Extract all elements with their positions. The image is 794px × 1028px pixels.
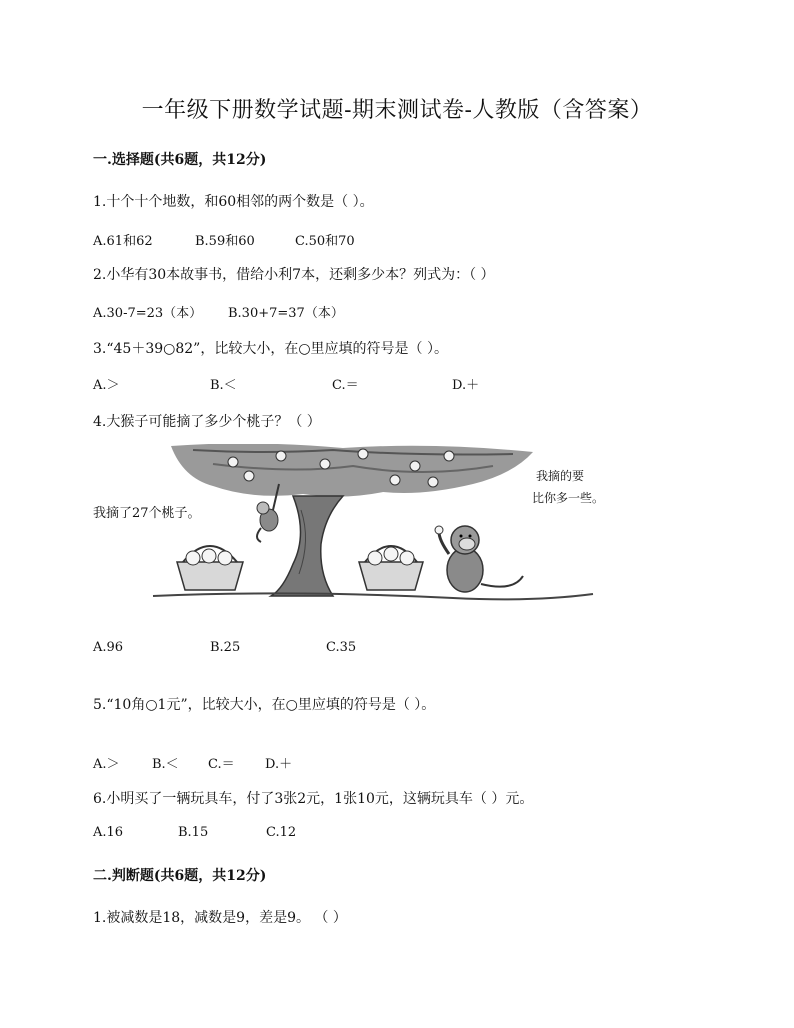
question-5: 5.“10角○1元”，比较大小，在○里应填的符号是（ ）。 (93, 697, 436, 713)
question-4: 4.大猴子可能摘了多少个桃子？（ ） (93, 414, 321, 430)
q1-option-b: B.59和60 (195, 234, 255, 249)
section-heading-judge: 二.判断题(共6题，共12分) (93, 868, 267, 884)
q3-option-a: A.＞ (93, 378, 120, 393)
speech-big-monkey (532, 465, 604, 509)
q6-option-b: B.15 (178, 825, 209, 840)
q5-option-b: B.＜ (152, 757, 179, 772)
q1-option-c: C.50和70 (295, 234, 355, 249)
q3-option-b: B.＜ (210, 378, 237, 393)
speech-small-monkey: 我摘了27个桃子。 (93, 506, 201, 521)
q5-option-d: D.＋ (265, 757, 293, 772)
question-3: 3.“45＋39○82”，比较大小，在○里应填的符号是（ ）。 (93, 341, 448, 357)
q4-option-a: A.96 (93, 640, 124, 655)
question-1: 1.十个十个地数，和60相邻的两个数是（ ）。 (93, 194, 374, 210)
q3-option-c: C.＝ (332, 378, 359, 393)
q6-option-c: C.12 (266, 825, 297, 840)
q6-option-a: A.16 (93, 825, 124, 840)
q3-option-d: D.＋ (452, 378, 480, 393)
q4-option-b: B.25 (210, 640, 241, 655)
judge-question-1: 1.被减数是18，减数是9，差是9。 （ ） (93, 910, 347, 926)
question-6: 6.小明买了一辆玩具车，付了3张2元，1张10元，这辆玩具车（ ）元。 (93, 791, 534, 807)
q4-option-c: C.35 (326, 640, 357, 655)
q2-option-a: A.30-7=23（本） (93, 306, 203, 321)
question-2: 2.小华有30本故事书，借给小利7本，还剩多少本？列式为：（ ） (93, 267, 495, 283)
section-heading-choice: 一.选择题(共6题，共12分) (93, 152, 267, 168)
page-title: 一年级下册数学试题-期末测试卷-人教版（含答案） (141, 98, 653, 123)
q2-option-b: B.30+7=37（本） (228, 306, 344, 321)
speech-big-monkey-line-2: 比你多一些。 (532, 491, 605, 505)
speech-big-monkey-line-1: 我摘的要 (536, 469, 585, 483)
q5-option-c: C.＝ (208, 757, 235, 772)
q5-option-a: A.＞ (93, 757, 120, 772)
q1-option-a: A.61和62 (93, 234, 153, 249)
